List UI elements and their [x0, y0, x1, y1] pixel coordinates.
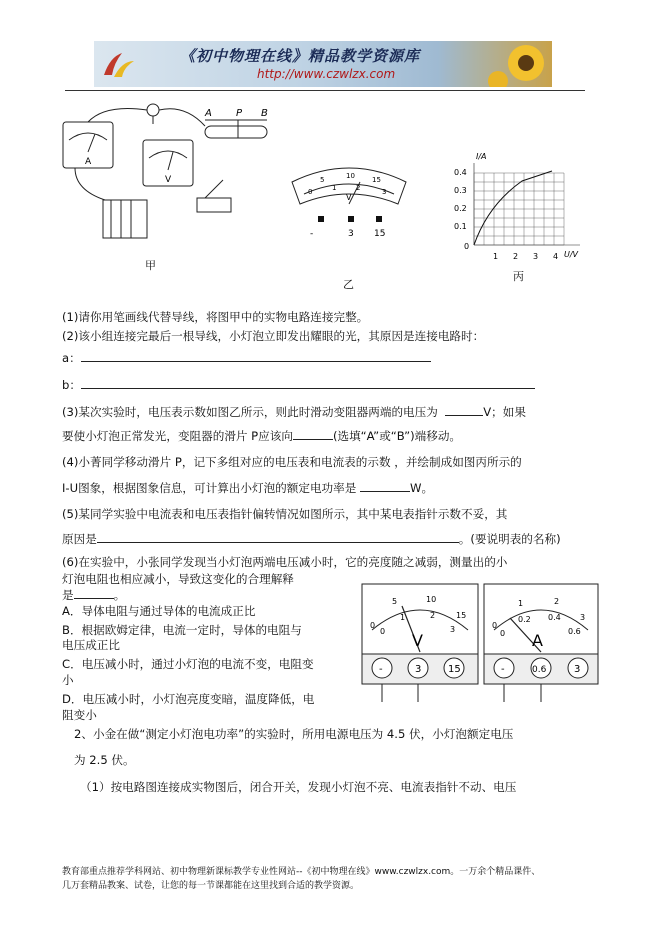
q2a-answer-blank[interactable] — [81, 350, 431, 362]
v-top-5: 5 — [392, 597, 398, 606]
option-d-line2[interactable]: 阻变小 — [62, 708, 97, 722]
v-term-neg: - — [379, 664, 383, 675]
q3-line2 — [62, 428, 461, 444]
yi-tick-1: 1 — [332, 184, 337, 192]
figure-bing-graph — [440, 145, 590, 270]
q2b-answer-blank[interactable] — [81, 377, 535, 389]
a-top-0: 0 — [492, 621, 498, 630]
figure-jia-label: 甲 — [145, 259, 156, 272]
option-b-line1[interactable]: B．根据欧姆定律，电流一定时，导体的电阻与 — [62, 623, 302, 637]
a-bot-0.6: 0.6 — [568, 627, 581, 636]
a-unit: A — [532, 631, 543, 650]
p2-line1: 2、小金在做“测定小灯泡电功率”的实验时，所用电源电压为 4.5 伏，小灯泡额定电压 — [74, 727, 514, 741]
a-bot-0.4: 0.4 — [548, 613, 561, 622]
option-b-line2[interactable]: 电压成正比 — [62, 638, 120, 652]
v-top-15: 15 — [456, 611, 467, 620]
q2b-label: b： — [62, 378, 81, 392]
q6-line1: (6)在实验中，小张同学发现当小灯泡两端电压减小时，它的亮度随之减弱，测量出的小 — [62, 555, 508, 569]
q5-reason-blank[interactable] — [97, 531, 459, 543]
v-top-10: 10 — [426, 595, 437, 604]
q6-line3 — [62, 587, 125, 603]
graph-ylabel: I/A — [476, 152, 487, 161]
xtick-1: 1 — [493, 252, 499, 261]
q3-direction-blank[interactable] — [293, 428, 333, 440]
xtick-2: 2 — [513, 252, 519, 261]
q3-part2: V；如果 — [483, 405, 526, 419]
a-bot-0.2: 0.2 — [518, 615, 531, 624]
q2b-row — [62, 377, 535, 393]
figure-yi-label: 乙 — [343, 278, 354, 291]
q4-line1: (4)小菁同学移动滑片 P，记下多组对应的电压表和电流表的示数 ，并绘制成如图丙所示的 — [62, 455, 522, 469]
v-unit: V — [412, 631, 423, 650]
q3-line1 — [62, 404, 526, 420]
ytick-0.2: 0.2 — [454, 204, 467, 213]
q4-power-blank[interactable] — [360, 480, 410, 492]
v-bot-1: 1 — [400, 613, 406, 622]
q3-voltage-blank[interactable] — [445, 404, 483, 416]
footer-line1: 教育部重点推荐学科网站、初中物理新课标教学专业性网站--《初中物理在线》www.czwlzx.com。一万余个精品课件、 — [62, 867, 541, 877]
a-term-neg: - — [501, 664, 505, 675]
q5-part3: 。(要说明表的名称) — [458, 532, 561, 546]
yi-term-3: 3 — [348, 229, 354, 239]
v-top-0: 0 — [370, 621, 376, 630]
option-a[interactable]: A．导体电阻与通过导体的电流成正比 — [62, 604, 256, 618]
footer-line2: 几万套精品教案、试卷，让您的每一节课都能在这里找到合适的教学资源。 — [62, 881, 360, 891]
xtick-3: 3 — [533, 252, 539, 261]
yi-tick-5: 5 — [320, 176, 325, 184]
v-term-3: 3 — [415, 664, 422, 675]
yi-tick-15: 15 — [372, 176, 381, 184]
label-a: A — [205, 108, 212, 119]
yi-tick-0: 0 — [308, 188, 313, 196]
a-top-3: 3 — [580, 613, 586, 622]
q2a-row — [62, 350, 431, 366]
figure-yi-dial — [288, 160, 410, 240]
option-d-line1[interactable]: D．电压减小时，小灯泡亮度变暗，温度降低，电 — [62, 692, 315, 706]
q2-text: (2)该小组连接完最后一根导线，小灯泡立即发出耀眼的光，其原因是连接电路时： — [62, 329, 485, 343]
banner-url[interactable]: http://www.czwlzx.com — [257, 67, 396, 81]
p2-line2: 为 2.5 伏。 — [74, 753, 135, 767]
a-top-2: 2 — [554, 597, 560, 606]
figure-jia-circuit — [55, 100, 285, 270]
voltmeter-letter: V — [165, 175, 172, 185]
a-term-3: 3 — [574, 664, 581, 675]
yi-tick-10: 10 — [346, 172, 355, 180]
q5-line1: (5)某同学实验中电流表和电压表指针偏转情况如图所示，其中某电表指针示数不妥，其 — [62, 507, 508, 521]
option-c-line1[interactable]: C．电压减小时，通过小灯泡的电流不变，电阻变 — [62, 657, 314, 671]
q6-part3b: 。 — [113, 588, 126, 602]
ytick-0.1: 0.1 — [454, 222, 467, 231]
q2a-label: a： — [62, 351, 81, 365]
v-bot-2: 2 — [430, 611, 436, 620]
yi-unit: V — [346, 193, 352, 202]
q4-line2 — [62, 480, 433, 496]
label-b: B — [261, 108, 268, 119]
xtick-4: 4 — [553, 252, 559, 261]
site-logo-icon — [100, 47, 136, 81]
q3-part1: (3)某次实验时，电压表示数如图乙所示，则此时滑动变阻器两端的电压为 — [62, 405, 438, 419]
yi-term-15: 15 — [374, 229, 386, 239]
header-banner — [94, 41, 552, 87]
banner-title: 《初中物理在线》精品教学资源库 — [180, 47, 421, 65]
q6-explain-blank[interactable] — [74, 587, 114, 599]
v-bot-3: 3 — [450, 625, 456, 634]
q3-part4: (选填“A”或“B”)端移动。 — [332, 429, 462, 443]
a-term-0.6: 0.6 — [532, 665, 547, 675]
a-bot-0: 0 — [500, 629, 506, 638]
header-rule — [65, 90, 585, 91]
q6-part3: 是 — [62, 588, 74, 602]
q4-part3: W。 — [410, 481, 434, 495]
ytick-0.4: 0.4 — [454, 168, 467, 177]
option-c-line2[interactable]: 小 — [62, 673, 74, 687]
q6-line2: 灯泡电阻也相应减小，导致这变化的合理解释 — [62, 572, 294, 586]
ytick-0: 0 — [464, 242, 470, 251]
ytick-0.3: 0.3 — [454, 186, 467, 195]
sunflower-icon — [486, 41, 552, 87]
q3-part3: 要使小灯泡正常发光，变阻器的滑片 P应该向 — [62, 429, 293, 443]
yi-tick-3: 3 — [382, 188, 387, 196]
q5-part2: 原因是 — [62, 532, 97, 546]
v-bot-0: 0 — [380, 627, 386, 636]
yi-tick-2: 2 — [356, 184, 361, 192]
p2-line3: （1）按电路图连接成实物图后，闭合开关，发现小灯泡不亮、电流表指针不动、电压 — [80, 780, 517, 794]
q4-part2: I-U图象，根据图象信息，可计算出小灯泡的额定电功率是 — [62, 481, 357, 495]
graph-xlabel: U/V — [564, 250, 579, 259]
ammeter-letter: A — [85, 157, 92, 167]
v-term-15: 15 — [448, 664, 461, 675]
meter-pair-figure — [360, 582, 600, 704]
q5-line2 — [62, 531, 561, 547]
q1-text: (1)请你用笔画线代替导线，将图甲中的实物电路连接完整。 — [62, 310, 369, 324]
figure-bing-label: 丙 — [513, 270, 524, 283]
label-p: P — [236, 108, 243, 119]
a-top-1: 1 — [518, 599, 524, 608]
yi-term-neg: - — [310, 229, 314, 239]
